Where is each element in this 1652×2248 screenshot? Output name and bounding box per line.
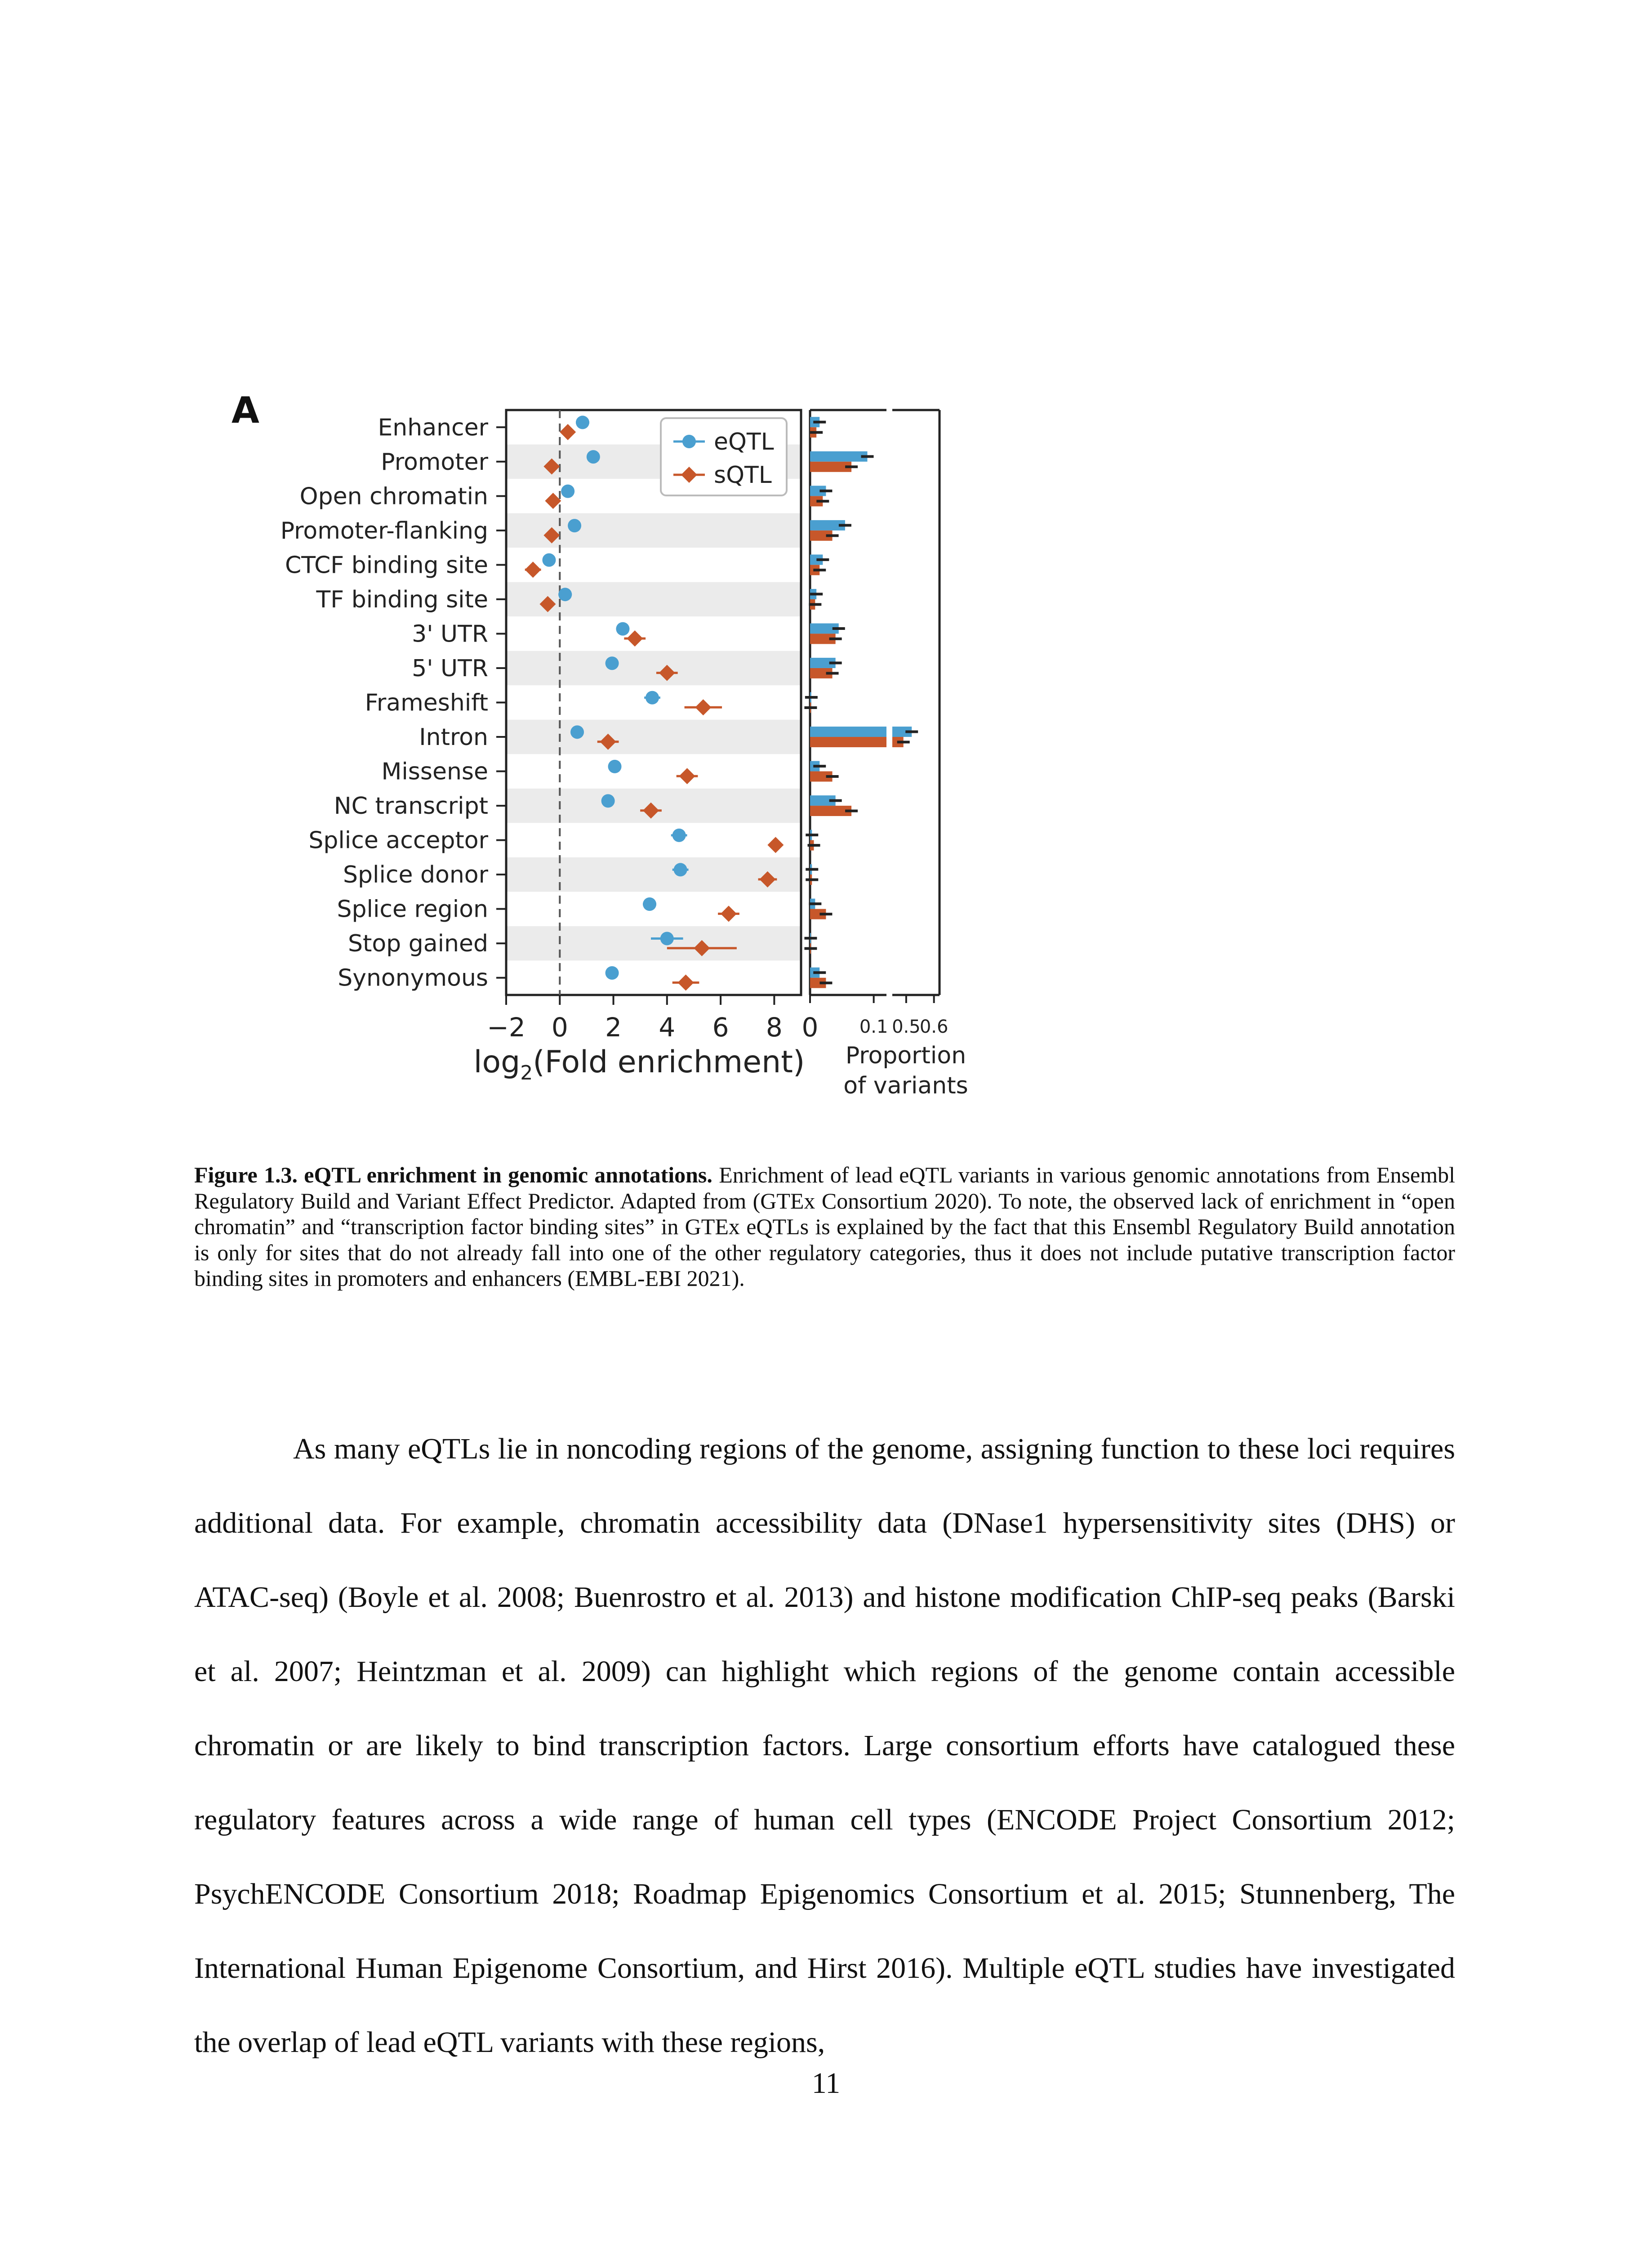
- x-axis-label-prefix: log: [473, 1044, 521, 1080]
- body-paragraph: As many eQTLs lie in noncoding regions of the genome, assigning function to these loci requires additional data. For example, chromatin accessibility data (DNase1 hypersensitivity sites (DHS) or ATAC-seq) (Boyle et al. 2008; Buenrostro et al. 2013) and histone modification ChIP-seq peaks (Barski et al. 2007; Heintzman et al. 2009) can highlight which regions of the genome contain accessible chromatin or are likely to bind transcription factors. Large consortium efforts have catalogued these regulatory features across a wide range of human cell types (ENCODE Project Consortium 2012; PsychENCODE Consortium 2018; Roadmap Epigenomics Consortium et al. 2015; Stunnenberg, The International Human Epigenome Consortium, and Hirst 2016). Multiple eQTL studies have investigated the overlap of lead eQTL variants with these regions,: [194, 1432, 1455, 2059]
- bar-x-tick-label: 0.6: [919, 1017, 948, 1037]
- eqtl-bar: [810, 451, 868, 462]
- x-axis-label: [474, 1044, 805, 1084]
- eqtl-point: [601, 794, 615, 807]
- eqtl-point: [606, 966, 619, 980]
- category-label: Synonymous: [338, 964, 488, 992]
- sqtl-point: [545, 493, 561, 509]
- sqtl-point: [679, 768, 695, 784]
- legend-eqtl-marker: [682, 435, 696, 448]
- eqtl-point: [587, 450, 600, 464]
- category-label: CTCF binding site: [285, 552, 488, 579]
- bar-x-tick-label: 0.1: [859, 1017, 888, 1037]
- category-label: Missense: [381, 758, 488, 785]
- category-label: Frameshift: [365, 689, 488, 717]
- x-tick-label: 6: [712, 1012, 729, 1043]
- panel-label: A: [232, 389, 259, 431]
- figure-caption: [194, 1162, 1455, 1292]
- category-label: 5' UTR: [412, 655, 488, 682]
- caption-text: Enrichment of lead eQTL variants in various genomic annotations from Ensembl Regulatory Build and Variant Effect Predictor. Adapted from (GTEx Consortium 2020). To note, the observed lack of enrichment in “open chromatin” and “transcription factor binding sites” in GTEx eQTLs is explained by the fact that this Ensembl Regulatory Build annotation is only for sites that do not already fall into one of the other regulatory categories, thus it does not include putative transcription factor binding sites in promoters and enhancers (EMBL-EBI 2021).: [194, 1162, 1456, 1291]
- eqtl-point: [674, 863, 687, 876]
- caption-label: Figure 1.3. eQTL enrichment in genomic annotations.: [194, 1162, 712, 1187]
- bar-x-tick-label: 0.5: [892, 1017, 921, 1037]
- sqtl-point: [695, 699, 711, 715]
- row-band: [506, 926, 801, 961]
- category-label: Promoter: [381, 448, 488, 476]
- eqtl-point: [606, 656, 619, 670]
- sqtl-bar: [810, 737, 886, 747]
- sqtl-point: [560, 424, 576, 440]
- category-label: TF binding site: [316, 586, 488, 613]
- eqtl-point: [616, 622, 629, 636]
- category-label: Enhancer: [378, 414, 488, 442]
- x-tick-label: 4: [659, 1012, 676, 1043]
- category-label: Splice acceptor: [308, 827, 488, 854]
- eqtl-point: [643, 897, 656, 911]
- sqtl-point: [525, 562, 541, 578]
- bar-axis-label-line2: of variants: [843, 1072, 968, 1099]
- eqtl-point: [660, 932, 674, 945]
- page-number: 11: [811, 2067, 841, 2100]
- eqtl-point: [568, 519, 581, 532]
- eqtl-point: [646, 691, 659, 705]
- category-label: Splice region: [337, 896, 488, 923]
- eqtl-bar: [810, 727, 886, 737]
- sqtl-point: [767, 837, 784, 853]
- sqtl-point: [678, 974, 694, 990]
- x-axis-label-sub: 2: [520, 1062, 533, 1084]
- sqtl-point: [627, 630, 643, 647]
- sqtl-point: [721, 905, 737, 922]
- row-band: [506, 651, 801, 686]
- category-label: Stop gained: [347, 930, 488, 958]
- x-axis-label-suffix: (Fold enrichment): [533, 1044, 805, 1080]
- category-label: Intron: [419, 724, 488, 751]
- legend-sqtl-label: sQTL: [714, 462, 772, 489]
- eqtl-point: [576, 416, 589, 429]
- proportion-bar-plot: [802, 410, 948, 1043]
- eqtl-point: [672, 829, 686, 842]
- category-label: NC transcript: [334, 793, 488, 820]
- eqtl-point: [570, 725, 584, 739]
- bar-axis-label-line1: Proportion: [845, 1042, 966, 1069]
- x-tick-label: 0: [551, 1012, 568, 1043]
- category-label: Open chromatin: [299, 483, 488, 510]
- eqtl-point: [561, 485, 574, 498]
- eqtl-point: [608, 760, 622, 773]
- category-label: 3' UTR: [412, 620, 488, 648]
- row-band: [506, 720, 801, 754]
- x-tick-label: 2: [605, 1012, 622, 1043]
- x-tick-label: 8: [766, 1012, 783, 1043]
- bar-x-tick-label: 0: [802, 1012, 819, 1043]
- x-tick-label: −2: [487, 1012, 525, 1043]
- legend-eqtl-label: eQTL: [714, 428, 774, 455]
- row-band: [506, 857, 801, 892]
- eqtl-point: [542, 553, 556, 567]
- category-label: Promoter-flanking: [280, 517, 488, 544]
- legend: [661, 418, 787, 495]
- eqtl-point: [558, 588, 572, 601]
- category-label: Splice donor: [343, 861, 488, 889]
